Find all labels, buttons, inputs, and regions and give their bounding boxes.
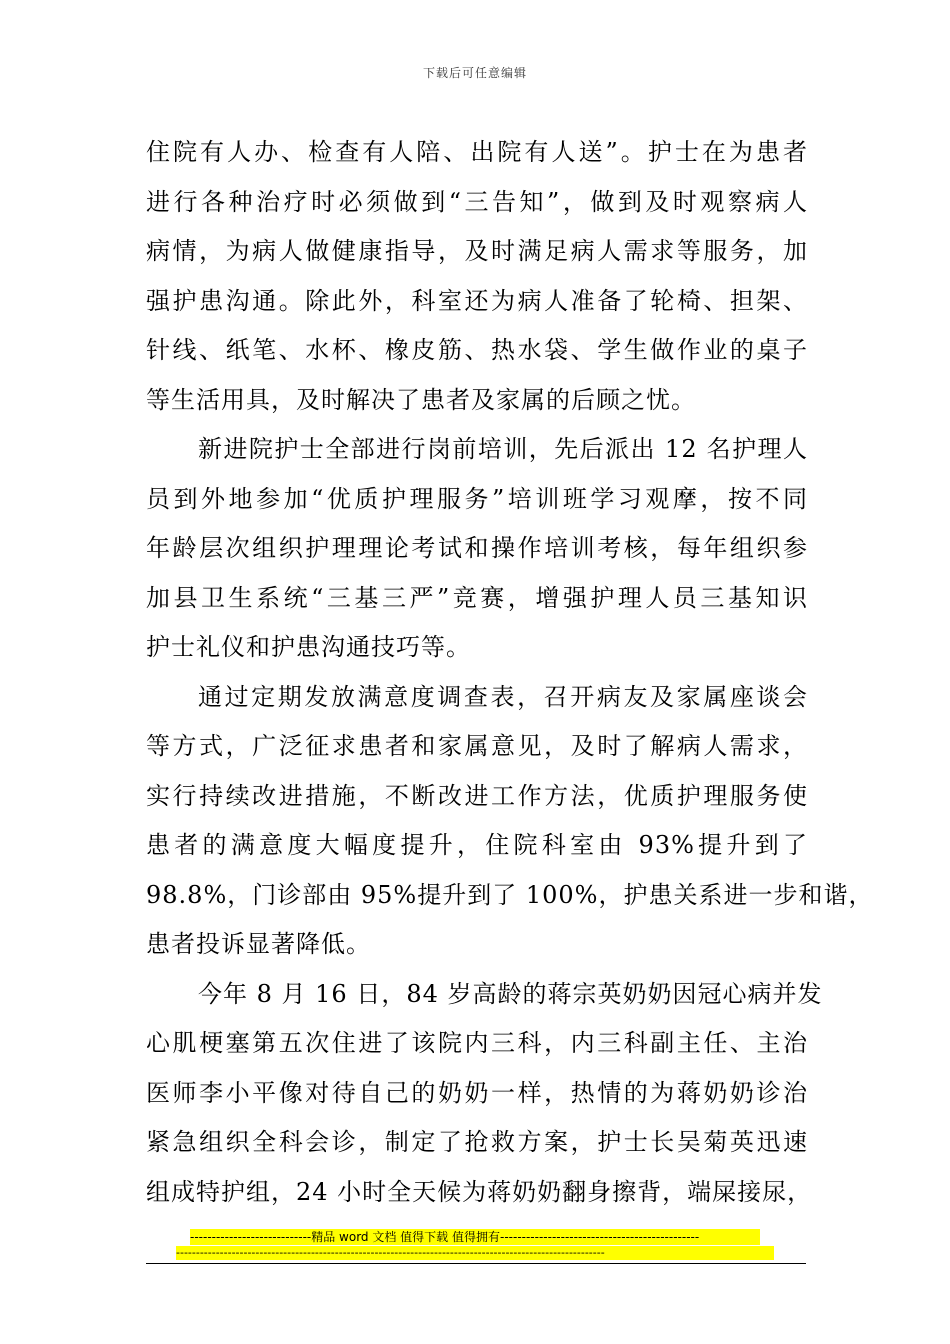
text-line: 98.8%，门诊部由 95%提升到了 100%，护患关系进一步和谐， — [146, 880, 874, 909]
text-line: 医师李小平像对待自己的奶奶一样，热情的为蒋奶奶诊治 — [146, 1078, 808, 1107]
text-line: 护士礼仪和护患沟通技巧等。 — [146, 633, 471, 661]
text-line: 针线、纸笔、水杯、橡皮筋、热水袋、学生做作业的桌子 — [146, 336, 808, 364]
text-line: 实行持续改进措施，不断改进工作方法，优质护理服务使 — [146, 781, 808, 810]
footer-watermark: ----------------------------精品 word 文档 值得下载 值得拥有---------------------------------------------- — [190, 1229, 760, 1245]
text-line: 等生活用具，及时解决了患者及家属的后顾之忧。 — [146, 385, 696, 414]
text-line: 紧急组织全科会诊，制定了抢救方案，护士长吴菊英迅速 — [146, 1128, 808, 1156]
page-header: 下载后可任意编辑 — [422, 66, 527, 80]
text-line: 通过定期发放满意度调查表，召开病友及家属座谈会 — [198, 682, 808, 711]
text-line: 强护患沟通。除此外，科室还为病人准备了轮椅、担架、 — [146, 286, 808, 315]
text-line: 患者投诉显著降低。 — [146, 930, 371, 958]
text-line: 心肌梗塞第五次住进了该院内三科，内三科副主任、主治 — [146, 1029, 808, 1057]
footer-rule — [146, 1263, 806, 1264]
footer-dashes: ------------------------------------------------------------------------------------------------------------ — [176, 1246, 774, 1260]
text-line: 病情，为病人做健康指导，及时满足病人需求等服务，加 — [146, 237, 808, 265]
text-line: 患者的满意度大幅度提升，住院科室由 93%提升到了 — [146, 831, 808, 859]
text-line: 今年 8 月 16 日，84 岁高龄的蒋宗英奶奶因冠心病并发 — [198, 979, 823, 1008]
text-line: 新进院护士全部进行岗前培训，先后派出 12 名护理人 — [198, 435, 808, 463]
text-line: 等方式，广泛征求患者和家属意见，及时了解病人需求， — [146, 732, 808, 760]
text-line: 年龄层次组织护理理论考试和操作培训考核，每年组织参 — [146, 534, 808, 562]
text-line: 员到外地参加“优质护理服务”培训班学习观摩，按不同 — [146, 484, 808, 513]
text-line: 加县卫生系统“三基三严”竞赛，增强护理人员三基知识 — [146, 583, 808, 612]
text-line: 进行各种治疗时必须做到“三告知”，做到及时观察病人 — [146, 187, 808, 216]
document-body — [146, 128, 874, 1217]
text-line: 住院有人办、检查有人陪、出院有人送”。护士在为患者 — [146, 138, 808, 166]
text-line: 组成特护组，24 小时全天候为蒋奶奶翻身擦背，端屎接尿， — [146, 1177, 813, 1206]
